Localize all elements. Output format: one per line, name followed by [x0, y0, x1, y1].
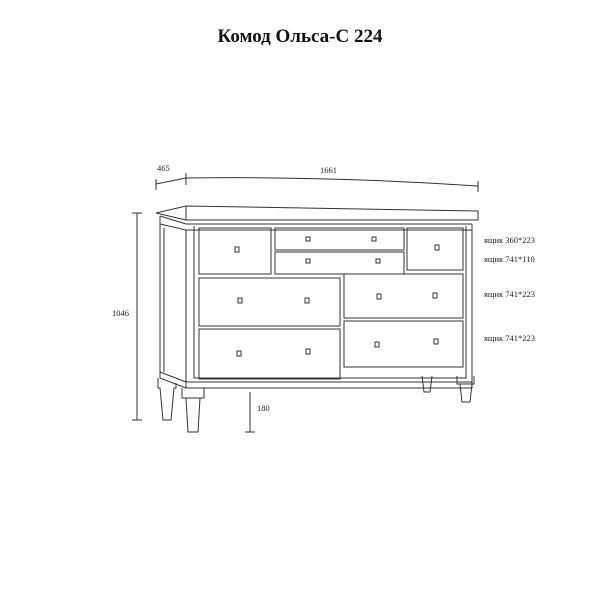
drawer-size-label: ящик 360*223 — [484, 235, 536, 245]
width-dimension-line — [156, 173, 478, 192]
drawer-top-center-lower[interactable] — [275, 252, 404, 274]
knob-icon — [376, 259, 380, 263]
knob-icon — [434, 339, 438, 344]
dresser-top — [156, 206, 478, 230]
drawer-top-center-upper[interactable] — [275, 228, 404, 250]
leg-front-right — [457, 376, 474, 402]
leg-height-label: 180 — [257, 403, 270, 413]
depth-label: 465 — [157, 163, 170, 173]
drawer-size-label: ящик 741*223 — [484, 289, 536, 299]
knob-icon — [237, 351, 241, 356]
drawing-title: Комод Ольса-С 224 — [217, 26, 383, 47]
drawer-bottom-right[interactable] — [344, 321, 463, 367]
drawer-handles — [235, 237, 439, 356]
knob-icon — [375, 342, 379, 347]
drawer-middle-left[interactable] — [199, 278, 340, 326]
leg-dimension-line — [245, 392, 255, 432]
leg-front-left — [182, 388, 204, 432]
knob-icon — [306, 237, 310, 241]
knob-icon — [377, 294, 381, 299]
knob-icon — [306, 349, 310, 354]
drawer-size-label: ящик 741*110 — [484, 254, 535, 264]
knob-icon — [372, 237, 376, 241]
knob-icon — [238, 298, 242, 303]
dresser-plinth — [160, 372, 472, 388]
width-label: 1661 — [320, 165, 337, 175]
drawer-middle-right[interactable] — [344, 274, 463, 318]
knob-icon — [235, 247, 239, 252]
height-dimension-line — [132, 213, 142, 420]
leg-back-left — [158, 378, 176, 420]
dresser-front-frame — [186, 226, 472, 382]
drawer-bottom-left[interactable] — [199, 329, 340, 379]
knob-icon — [435, 245, 439, 250]
knob-icon — [433, 293, 437, 298]
knob-icon — [306, 259, 310, 263]
dresser-side-panel — [160, 224, 186, 382]
drawer-size-label: ящик 741*223 — [484, 333, 536, 343]
height-label: 1046 — [112, 308, 129, 318]
knob-icon — [305, 298, 309, 303]
